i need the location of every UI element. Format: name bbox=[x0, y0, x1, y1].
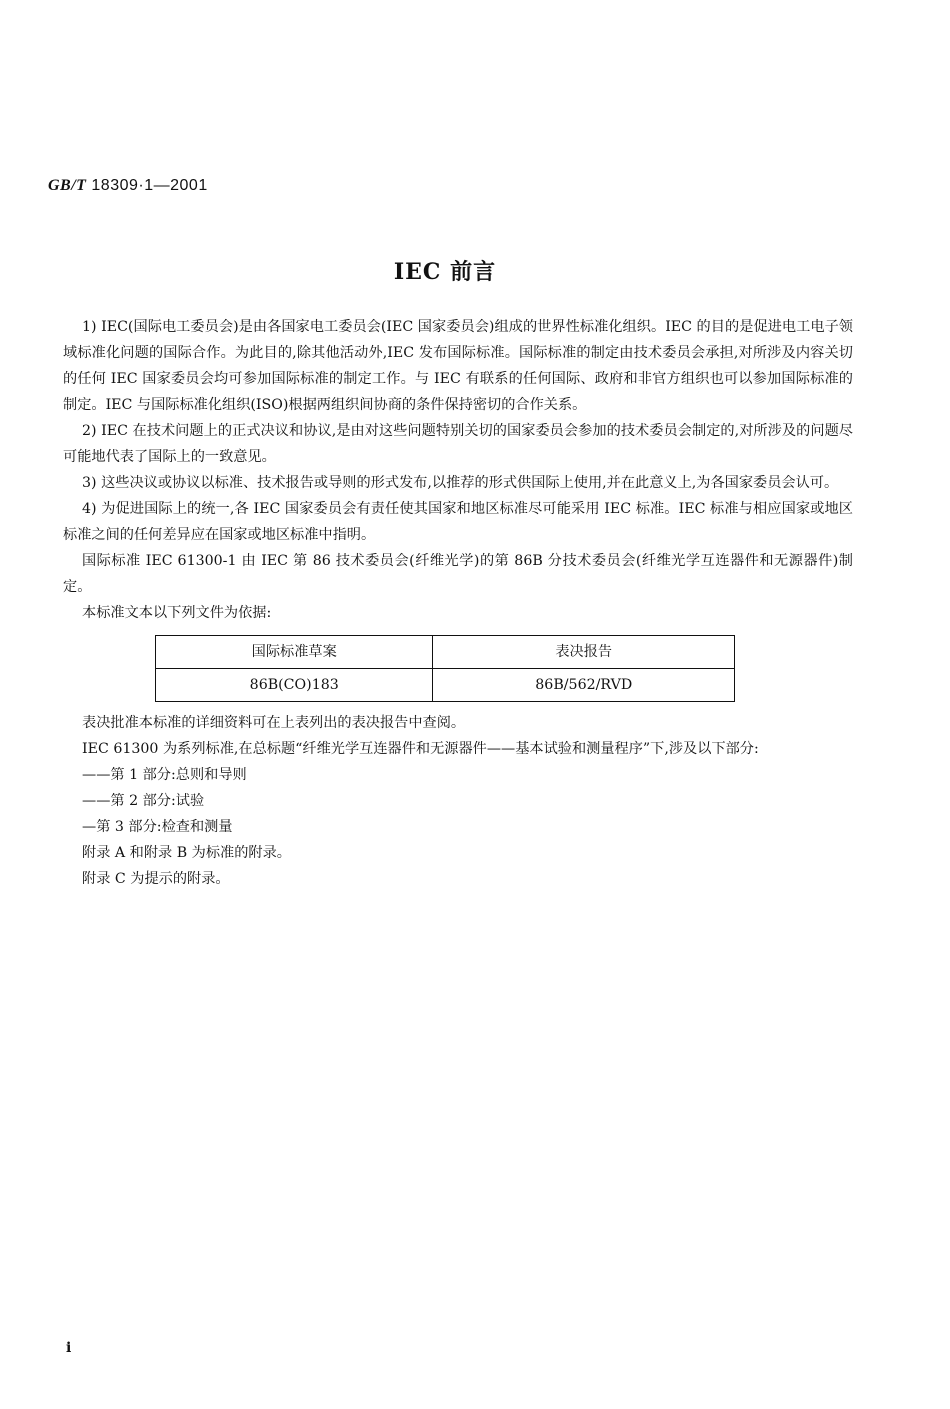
list-item: ——第 1 部分:总则和导则 bbox=[82, 767, 247, 783]
paragraph-8: IEC 61300 为系列标准,在总标题“纤维光学互连器件和无源器件——基本试验和测量程序”下,涉及以下部分: bbox=[82, 741, 759, 757]
table-header-row bbox=[156, 636, 735, 669]
list-item: —第 3 部分:检查和测量 bbox=[82, 819, 233, 835]
basis-documents-table bbox=[155, 635, 735, 702]
paragraph-7: 表决批准本标准的详细资料可在上表列出的表决报告中查阅。 bbox=[82, 715, 466, 731]
standard-code-prefix: GB/T bbox=[48, 177, 87, 194]
paragraph-4: 4) 为促进国际上的统一,各 IEC 国家委员会有责任使其国家和地区标准尽可能采用 IEC 标准。IEC 标准与相应国家或地区标准之间的任何差异应在国家或地区标准中指明。 bbox=[63, 501, 853, 543]
paragraph-1: 1) IEC(国际电工委员会)是由各国家电工委员会(IEC 国家委员会)组成的世界性标准化组织。IEC 的目的是促进电工电子领域标准化问题的国际合作。为此目的,除其他活动外,IEC 发布国际标准。国际标准的制定由技术委员会承担,对所涉及内容关切的任何 IEC 国家委员会均可参加国际标准的制定工作。与 IEC 有联系的任何国际、政府和非官方组织也可以参加国际标准的制定。IEC 与国际标准化组织(ISO)根据两组织间协商的条件保持密切的合作关系。 bbox=[63, 319, 853, 413]
standard-code bbox=[48, 177, 208, 195]
table-cell: 86B(CO)183 bbox=[156, 669, 433, 702]
paragraph-2: 2) IEC 在技术问题上的正式决议和协议,是由对这些问题特别关切的国家委员会参加的技术委员会制定的,对所涉及的问题尽可能地代表了国际上的一致意见。 bbox=[63, 423, 853, 465]
table-header-cell: 国际标准草案 bbox=[156, 636, 433, 669]
table-cell: 86B/562/RVD bbox=[433, 669, 735, 702]
page-number: i bbox=[66, 1340, 72, 1356]
paragraph-9: 附录 A 和附录 B 为标准的附录。 bbox=[82, 845, 291, 861]
table-row bbox=[156, 669, 735, 702]
paragraph-3: 3) 这些决议或协议以标准、技术报告或导则的形式发布,以推荐的形式供国际上使用,并在此意义上,为各国家委员会认可。 bbox=[82, 475, 839, 491]
table-header-cell: 表决报告 bbox=[433, 636, 735, 669]
document-body bbox=[63, 314, 853, 892]
list-item: ——第 2 部分:试验 bbox=[82, 793, 205, 809]
page-title: IEC 前言 bbox=[393, 259, 497, 285]
standard-code-number: 18309·1—2001 bbox=[91, 177, 208, 194]
paragraph-10: 附录 C 为提示的附录。 bbox=[82, 871, 230, 887]
paragraph-5: 国际标准 IEC 61300-1 由 IEC 第 86 技术委员会(纤维光学)的第 86B 分技术委员会(纤维光学互连器件和无源器件)制定。 bbox=[63, 553, 853, 595]
paragraph-6: 本标准文本以下列文件为依据: bbox=[82, 605, 272, 621]
